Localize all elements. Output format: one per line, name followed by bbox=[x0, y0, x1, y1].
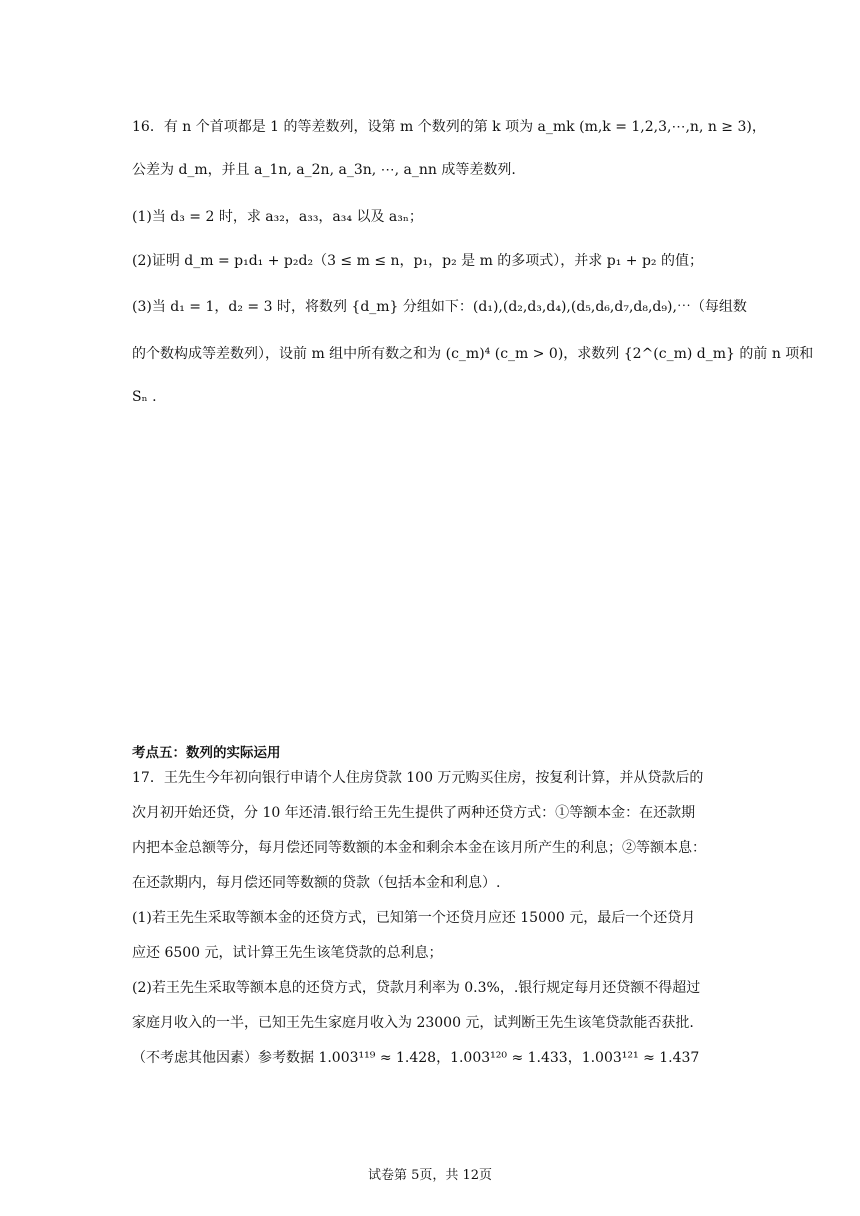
q17-part-2-line-1: (2)若王先生采取等额本息的还贷方式，贷款月利率为 0.3%，.银行规定每月还贷额不得超过 bbox=[132, 980, 701, 996]
q16-part-3-line-1: (3)当 d₁ = 1，d₂ = 3 时，将数列 {d_m} 分组如下：(d₁),(d₂,d₃,d₄),(d₅,d₆,d₇,d₈,d₉),⋯（每组数 bbox=[132, 299, 747, 315]
page-footer: 试卷第 5页，共 12页 bbox=[367, 1168, 493, 1183]
q17-stem-line-3: 内把本金总额等分，每月偿还同等数额的本金和剩余本金在该月所产生的利息；②等额本息： bbox=[132, 840, 706, 856]
q17-stem-line-1: 17．王先生今年初向银行申请个人住房贷款 100 万元购买住房，按复利计算，并从贷款后的 bbox=[132, 770, 704, 786]
q16-part-3-line-3: Sₙ . bbox=[132, 389, 157, 405]
q16-part-2: (2)证明 d_m = p₁d₁ + p₂d₂（3 ≤ m ≤ n，p₁，p₂ 是 m 的多项式），并求 p₁ + p₂ 的值； bbox=[132, 253, 703, 269]
section-heading: 考点五：数列的实际运用 bbox=[132, 745, 281, 761]
q17-part-2-line-3: （不考虑其他因素）参考数据 1.003¹¹⁹ ≈ 1.428，1.003¹²⁰ ≈ 1.433，1.003¹²¹ ≈ 1.437 bbox=[132, 1050, 700, 1066]
q17-part-1-line-2: 应还 6500 元，试计算王先生该笔贷款的总利息； bbox=[132, 945, 443, 961]
q16-part-3-line-2: 的个数构成等差数列），设前 m 组中所有数之和为 (c_m)⁴ (c_m > 0)，求数列 {2^(c_m) d_m} 的前 n 项和 bbox=[132, 346, 814, 362]
q17-stem-line-4: 在还款期内，每月偿还同等数额的贷款（包括本金和利息）. bbox=[132, 875, 501, 891]
q17-stem-line-2: 次月初开始还贷，分 10 年还清.银行给王先生提供了两种还贷方式：①等额本金：在还款期 bbox=[132, 805, 696, 821]
q16-stem-line-1: 16．有 n 个首项都是 1 的等差数列，设第 m 个数列的第 k 项为 a_mk (m,k = 1,2,3,⋯,n, n ≥ 3)， bbox=[132, 119, 766, 135]
q17-part-2-line-2: 家庭月收入的一半，已知王先生家庭月收入为 23000 元，试判断王先生该笔贷款能否获批. bbox=[132, 1015, 694, 1031]
q17-part-1-line-1: (1)若王先生采取等额本金的还贷方式，已知第一个还贷月应还 15000 元，最后一个还贷月 bbox=[132, 910, 696, 926]
q16-stem-line-2: 公差为 d_m，并且 a_1n, a_2n, a_3n, ⋯, a_nn 成等差数列. bbox=[132, 162, 516, 178]
q16-part-1: (1)当 d₃ = 2 时，求 a₃₂，a₃₃，a₃₄ 以及 a₃ₙ； bbox=[132, 209, 423, 225]
